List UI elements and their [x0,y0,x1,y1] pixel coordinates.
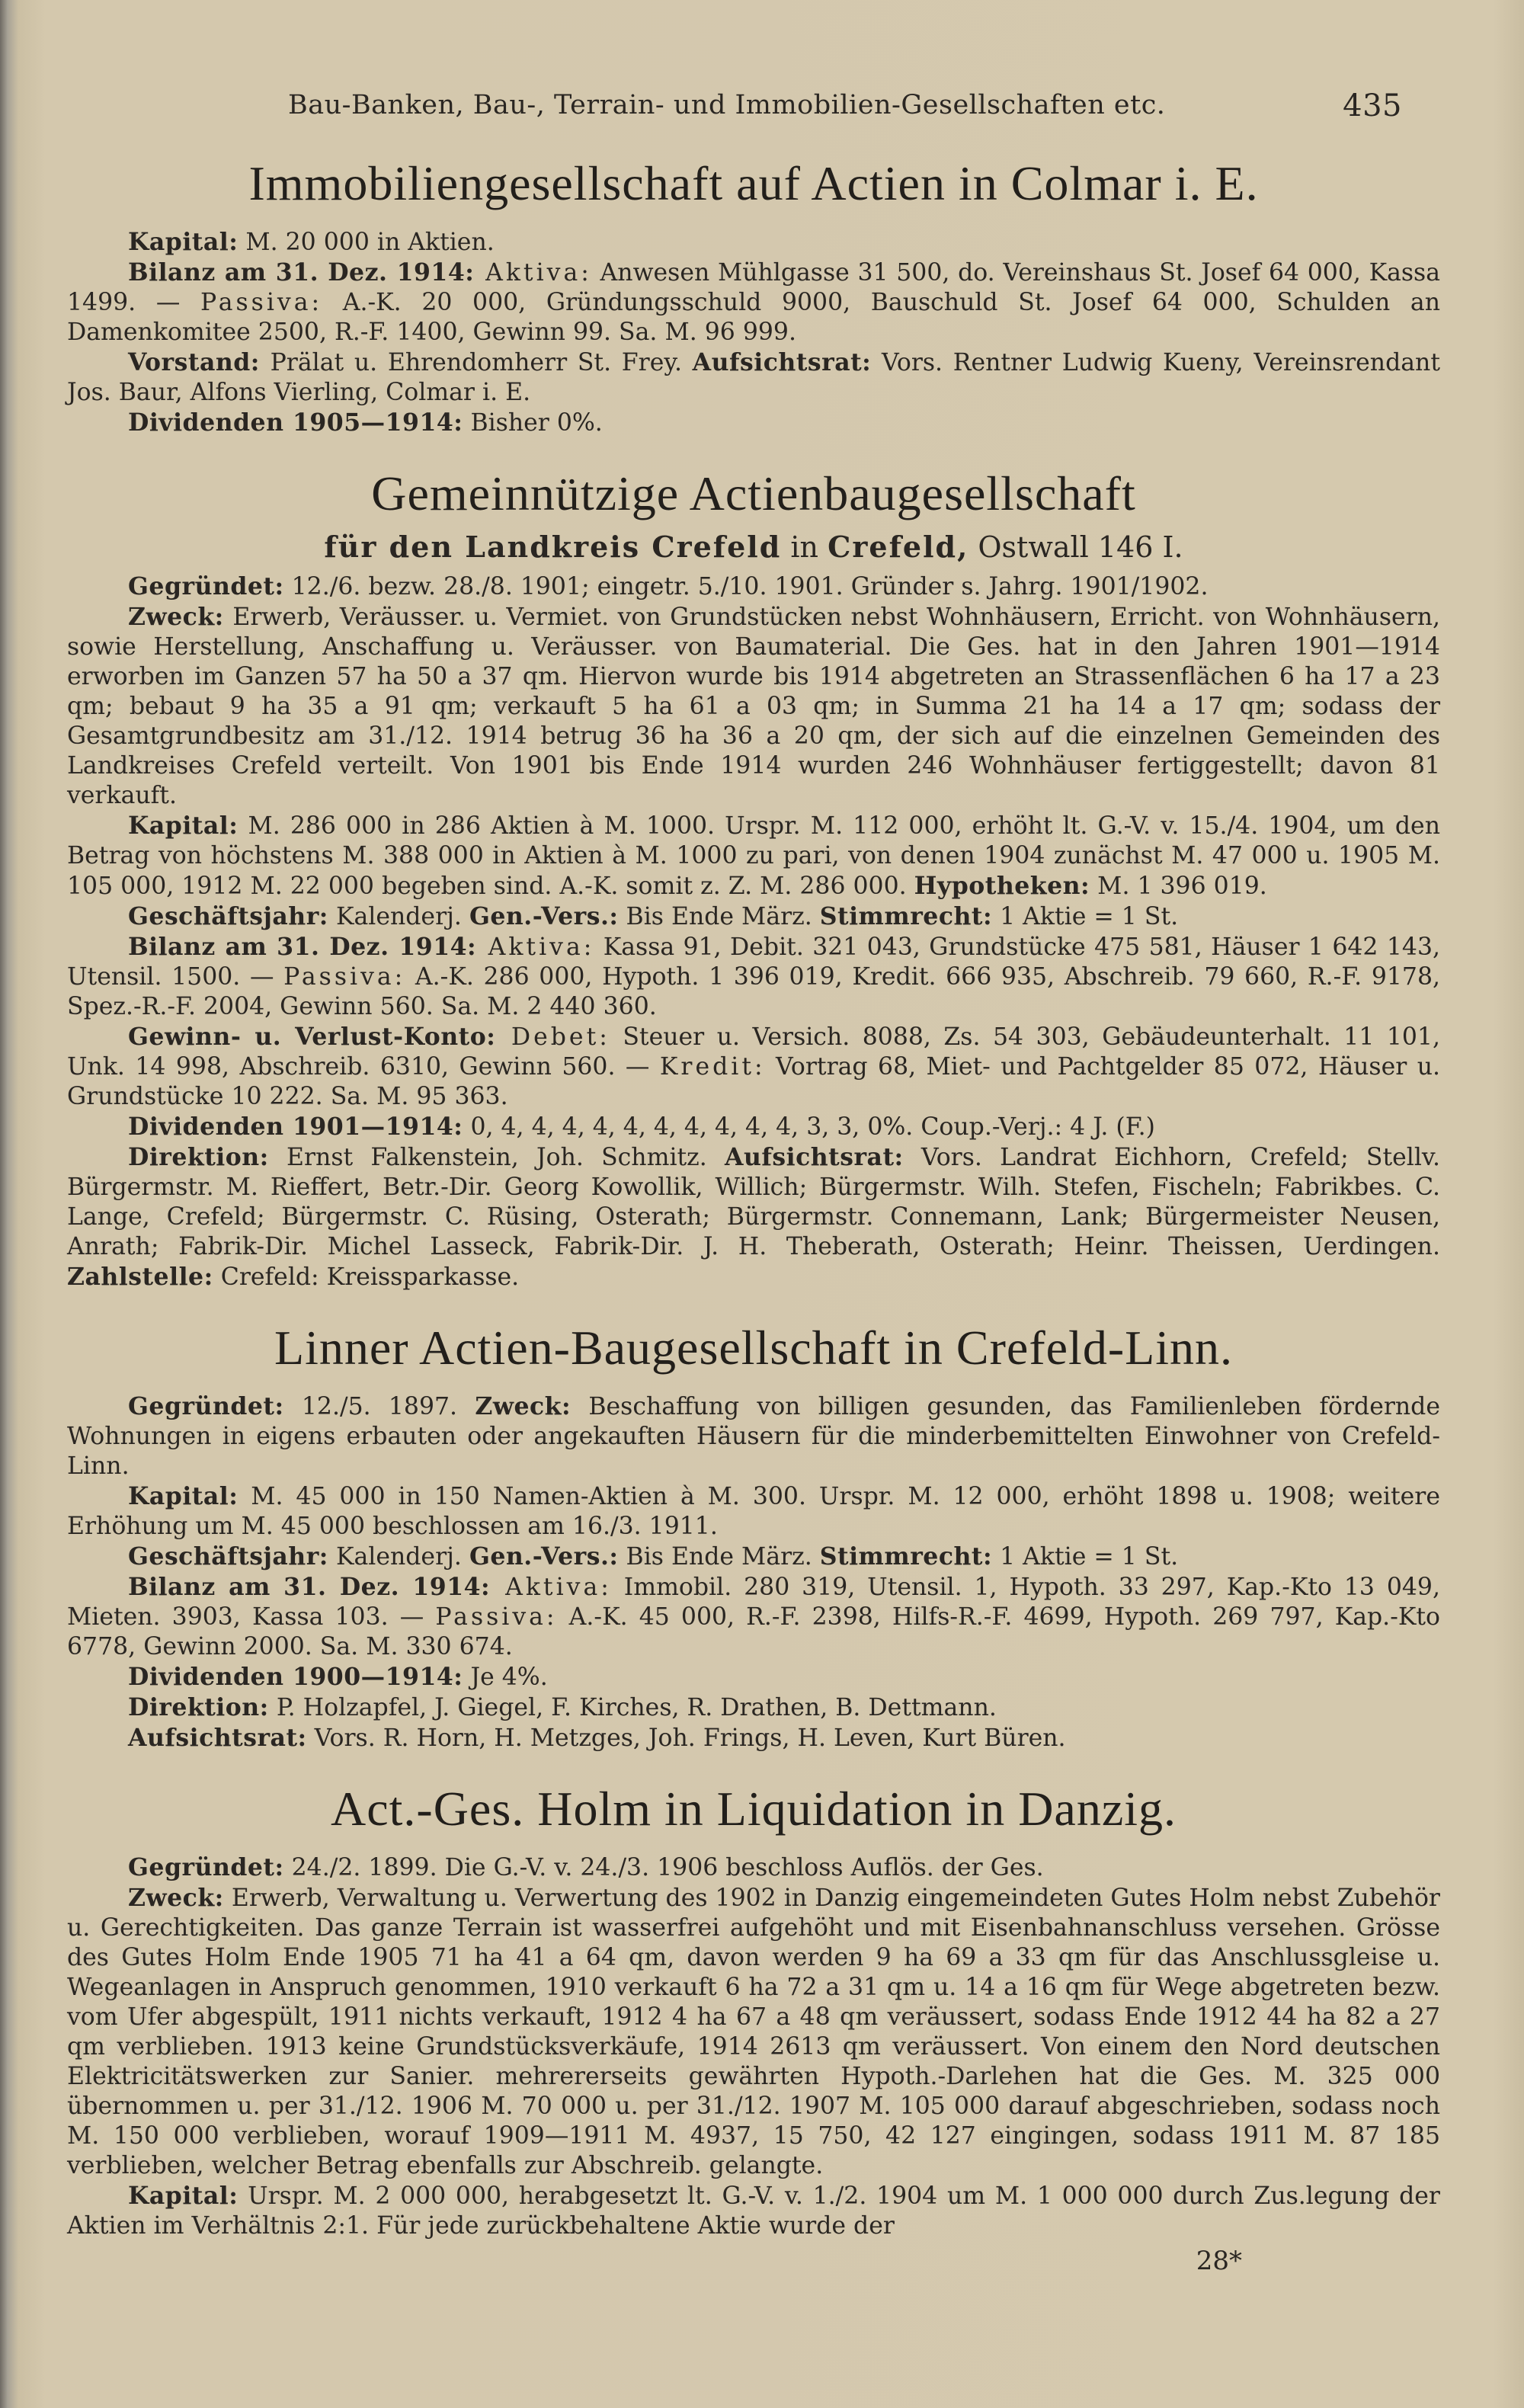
paragraph-zweck: Zweck: Erwerb, Veräusser. u. Vermiet. von Grundstücken nebst Wohnhäusern, Erricht. von Wohnhäusern, sowie Herstellung, Anschaffung u. Veräusser. von Baumaterial. Die Ges. hat in den Jahren 1901—1914 erworben im Ganzen 57 ha 50 a 37 qm. Hiervon wurde bis 1914 abgetreten an Strassenflächen 6 ha 17 a 23 qm; bebaut 9 ha 35 a 91 qm; verkauft 5 ha 61 a 03 qm; in Summa 21 ha 14 a 17 qm; sodass der Gesamtgrundbesitz am 31./12. 1914 betrug 36 ha 36 a 20 qm, der sich auf die einzelnen Gemeinden des Landkreises Crefeld verteilt. Von 1901 bis Ende 1914 wurden 246 Wohnhäuser fertiggestellt; davon 81 verkauft. [67,603,1440,809]
entry-subtitle: für den Landkreis Crefeld in Crefeld, Ostwall 146 I. [324,530,1183,564]
paragraph-vorstand: Vorstand: Prälat u. Ehrendomherr St. Frey. Aufsichtsrat: Vors. Rentner Ludwig Kueny, Vereinsrendant Jos. Baur, Alfons Vierling, Colmar i. E. [67,348,1440,406]
signature-mark: 28* [1196,2246,1242,2276]
entry-title: Immobiliengesellschaft auf Actien in Colmar i. E. [248,156,1259,210]
entry-crefeld-gemeinnuetzige [67,466,1440,1292]
paragraph-zweck: Zweck: Erwerb, Verwaltung u. Verwertung des 1902 in Danzig eingemeindeten Gutes Holm nebst Zubehör u. Gerechtigkeiten. Das ganze Terrain ist wasserfrei aufgehöht und mit Eisenbahnanschluss versehen. Grösse des Gutes Holm Ende 1905 71 ha 41 a 64 qm, davon werden 9 ha 69 a 33 qm für das Anschlussgleise u. Wegeanlagen in Anspruch genommen, 1910 verkauft 6 ha 72 a 31 qm u. 14 a 16 qm für Wege abgetreten bezw. vom Ufer abgespült, 1911 nichts verkauft, 1912 4 ha 67 a 48 qm veräussert, sodass Ende 1912 44 ha 82 a 27 qm verblieben. 1913 keine Grundstücksverkäufe, 1914 2613 qm veräussert. Von einem den Nord deutschen Elektricitätswerken zur Sanier. mehrererseits gewährten Hypoth.-Darlehen hat die Ges. M. 325 000 übernommen u. per 31./12. 1906 M. 70 000 u. per 31./12. 1907 M. 105 000 darauf abgeschrieben, sodass noch M. 150 000 verblieben, worauf 1909—1911 M. 4937, 15 750, 42 127 eingingen, sodass 1911 M. 87 185 verblieben, welcher Betrag ebenfalls zur Abschreib. gelangte. [67,1884,1440,2179]
paragraph-gegruendet: Gegründet: 12./6. bezw. 28./8. 1901; eingetr. 5./10. 1901. Gründer s. Jahrg. 1901/1902. [128,572,1209,600]
entry-crefeld-linn [67,1320,1440,1753]
paragraph-gegruendet: Gegründet: 24./2. 1899. Die G.-V. v. 24./3. 1906 beschloss Auflös. der Ges. [128,1853,1044,1881]
paragraph-bilanz: Bilanz am 31. Dez. 1914: Aktiva: Kassa 91, Debit. 321 043, Grundstücke 475 581, Häuser 1 642 143, Utensil. 1500. — Passiva: A.-K. 286 000, Hypoth. 1 396 019, Kredit. 666 935, Abschreib. 79 660, R.-F. 9178, Spez.-R.-F. 2004, Gewinn 560. Sa. M. 2 440 360. [67,933,1441,1020]
paragraph-direktion: Direktion: Ernst Falkenstein, Joh. Schmitz. Aufsichtsrat: Vors. Landrat Eichhorn, Crefeld; Stellv. Bürgermstr. M. Rieffert, Betr.-Dir. Georg Kowollik, Willich; Bürgermstr. Wilh. Stefen, Fischeln; Fabrikbes. C. Lange, Crefeld; Bürgermstr. C. Rüsing, Osterath; Bürgermstr. Connemann, Lank; Bürgermeister Neusen, Anrath; Fabrik-Dir. Michel Lasseck, Fabrik-Dir. J. H. Theberath, Osterath; Heinr. Theissen, Uerdingen. Zahlstelle: Crefeld: Kreissparkasse. [67,1143,1440,1291]
paragraph-bilanz: Bilanz am 31. Dez. 1914: Aktiva: Anwesen Mühlgasse 31 500, do. Vereinshaus St. Josef 64 000, Kassa 1499. — Passiva: A.-K. 20 000, Gründungsschuld 9000, Bauschuld St. Josef 64 000, Schulden an Damenkomitee 2500, R.-F. 1400, Gewinn 99. Sa. M. 96 999. [67,258,1440,346]
paragraph-geschaeftsjahr: Geschäftsjahr: Kalenderj. Gen.-Vers.: Bis Ende März. Stimmrecht: 1 Aktie = 1 St. [128,1542,1179,1571]
paragraph-kapital: Kapital: M. 286 000 in 286 Aktien à M. 1000. Urspr. M. 112 000, erhöht lt. G.-V. v. 15./4. 1904, um den Betrag von höchstens M. 388 000 in Aktien à M. 1000 zu pari, von denen 1904 zunächst M. 47 000 u. 1905 M. 105 000, 1912 M. 22 000 begeben sind. A.-K. somit z. Z. M. 286 000. Hypotheken: M. 1 396 019. [67,812,1440,900]
paragraph-aufsichtsrat: Aufsichtsrat: Vors. R. Horn, H. Metzges, Joh. Frings, H. Leven, Kurt Büren. [128,1724,1066,1752]
entry-colmar [67,155,1440,438]
paragraph-kapital: Kapital: Urspr. M. 2 000 000, herabgesetzt lt. G.-V. v. 1./2. 1904 um M. 1 000 000 durch Zus.legung der Aktien im Verhältnis 2:1. Für jede zurückbehaltene Aktie wurde der [67,2182,1440,2240]
page-number: 435 [1343,88,1402,123]
paragraph-dividenden: Dividenden 1901—1914: 0, 4, 4, 4, 4, 4, 4, 4, 4, 4, 4, 3, 3, 0%. Coup.-Verj.: 4 J. (F.) [128,1113,1155,1141]
paragraph-kapital: Kapital: M. 20 000 in Aktien. [128,228,495,256]
entry-title: Linner Actien-Baugesellschaft in Crefeld-Linn. [274,1321,1234,1375]
running-title: Bau-Banken, Bau-, Terrain- und Immobilien-Gesellschaften etc. [288,90,1166,120]
paragraph-dividenden: Dividenden 1900—1914: Je 4%. [128,1663,548,1691]
paragraph-gegruendet: Gegründet: 12./5. 1897. Zweck: Beschaffung von billigen gesunden, das Familienleben fördernde Wohnungen in eigens erbauten oder angekauften Häusern für die minderbemittelten Einwohner von Crefeld-Linn. [67,1392,1440,1480]
paragraph-dividenden: Dividenden 1905—1914: Bisher 0%. [128,408,603,437]
entry-holm-danzig [67,1781,1440,2241]
entry-title: Gemeinnützige Actienbaugesellschaft [371,466,1136,520]
paragraph-gewinn-verlust: Gewinn- u. Verlust-Konto: Debet: Steuer u. Versich. 8088, Zs. 54 303, Gebäudeunterhalt. 11 101, Unk. 14 998, Abschreib. 6310, Gewinn 560. — Kredit: Vortrag 68, Miet- und Pachtgelder 85 072, Häuser u. Grundstücke 10 222. Sa. M. 95 363. [67,1023,1441,1110]
paragraph-geschaeftsjahr: Geschäftsjahr: Kalenderj. Gen.-Vers.: Bis Ende März. Stimmrecht: 1 Aktie = 1 St. [128,902,1179,930]
paragraph-bilanz: Bilanz am 31. Dez. 1914: Aktiva: Immobil. 280 319, Utensil. 1, Hypoth. 33 297, Kap.-Kto 13 049, Mieten. 3903, Kassa 103. — Passiva: A.-K. 45 000, R.-F. 2398, Hilfs-R.-F. 4699, Hypoth. 269 797, Kap.-Kto 6778, Gewinn 2000. Sa. M. 330 674. [67,1573,1440,1660]
paragraph-direktion: Direktion: P. Holzapfel, J. Giegel, F. Kirches, R. Drathen, B. Dettmann. [128,1693,997,1721]
page-header [67,84,1440,128]
paragraph-kapital: Kapital: M. 45 000 in 150 Namen-Aktien à M. 300. Urspr. M. 12 000, erhöht 1898 u. 1908; weitere Erhöhung um M. 45 000 beschlossen am 16./3. 1911. [67,1482,1440,1540]
entry-title: Act.-Ges. Holm in Liquidation in Danzig. [330,1782,1177,1836]
